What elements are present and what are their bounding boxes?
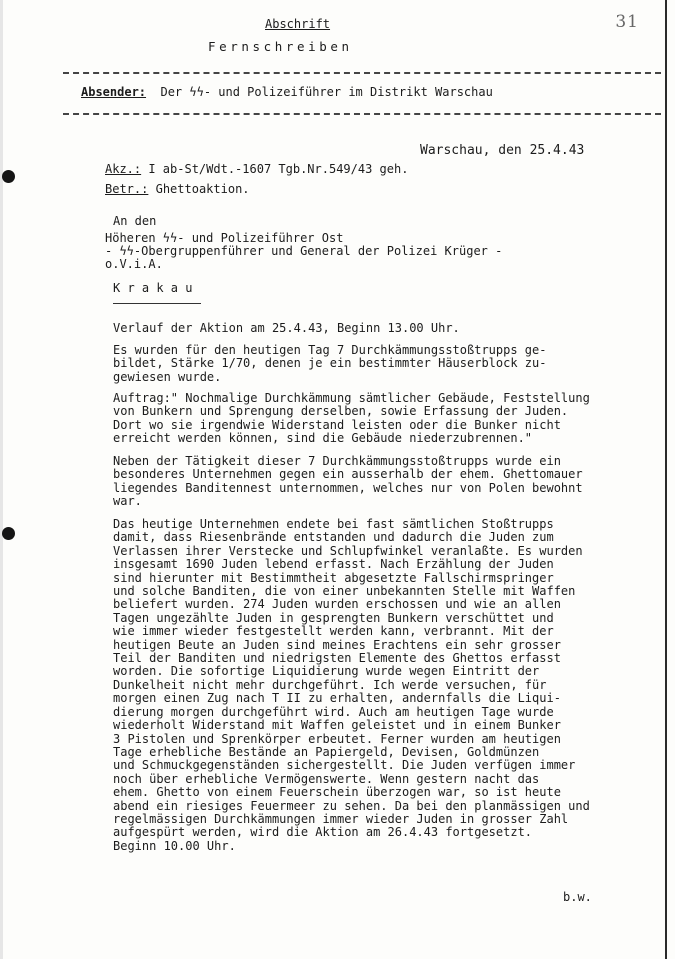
paragraph-special-operation: Neben der Tätigkeit dieser 7 Durchkämmungsstoßtrupps wurde ein besonderes Unternehmen gegen ein ausserhalb der ehem. Ghettomauer liegendes Banditennest unternommen, welches nur von Polen bewohnt war. [113, 454, 583, 509]
paragraph-start: Verlauf der Aktion am 25.4.43, Beginn 13.00 Uhr. [113, 321, 460, 335]
continued-note: b.w. [563, 890, 592, 904]
divider-top [63, 72, 661, 74]
sender-text: Der ϟϟ- und Polizeiführer im Distrikt Warschau [160, 85, 493, 99]
akz-label: Akz.: [105, 162, 142, 176]
subject-line [105, 183, 250, 196]
punch-hole-middle [2, 527, 15, 540]
paragraph-order: Auftrag:" Nochmalige Durchkämmung sämtlicher Gebäude, Feststellung von Bunkern und Sprengung derselben, sowie Erfassung der Juden. Dort wo sie irgendwie Widerstand leisten oder die Bunker nicht erreicht werden können, sind die Gebäude niederzubrennen." [113, 391, 590, 446]
recipient-line-2: Höheren ϟϟ- und Polizeiführer Ost [105, 231, 344, 245]
betr-label: Betr.: [105, 182, 149, 196]
sender-label: Absender: [81, 85, 147, 99]
document-type: Fernschreiben [208, 39, 353, 54]
akz-text: I ab-St/Wdt.-1607 Tgb.Nr.549/43 geh. [148, 162, 409, 176]
punch-hole-top [2, 170, 15, 183]
divider-bottom [63, 113, 661, 115]
copy-label: Abschrift [265, 17, 331, 31]
page-left-edge [0, 0, 3, 959]
recipient-city: K r a k a u [113, 281, 193, 295]
recipient-line-3: - ϟϟ-Obergruppenführer und General der Polizei Krüger - [105, 244, 503, 258]
place-date: Warschau, den 25.4.43 [420, 143, 585, 158]
city-underline [113, 303, 201, 304]
recipient-line-4: o.V.i.A. [105, 257, 163, 271]
paragraph-report: Das heutige Unternehmen endete bei fast sämtlichen Stoßtrupps damit, dass Riesenbrände entstanden und dadurch die Juden zum Verlassen ihrer Verstecke und Schlupfwinkel veranlaßte. Es wurden insgesamt 1690 Juden lebend erfasst. Nach Erzählung der Juden sind hierunter mit Bestimmtheit abgesetzte Fallschirmspringer und solche Banditen, die von einer unbekannten Stelle mit Waffen beliefert wurden. 274 Juden wurden erschossen und wie an allen Tagen ungezählte Juden in gesprengten Bunkern verschüttet und wie immer wieder festgestellt werden kann, verbrannt. Mit der heutigen Beute an Juden sind meines Erachtens ein sehr grosser Teil der Banditen und niedrigsten Elemente des Ghettos erfasst worden. Die sofortige Liquidierung wurde wegen Eintritt der Dunkelheit nicht mehr durchgeführt. Ich werde versuchen, für morgen einen Zug nach T II zu erhalten, andernfalls die Liqui- dierung morgen durchgeführt wird. Auch am heutigen Tage wurde wiederholt Widerstand mit Waffen geleistet und in einem Bunker 3 Pistolen und Sprenkörper erbeutet. Ferner wurden am heutigen Tage erhebliche Bestände an Papiergeld, Devisen, Goldmünzen und Schmuckgegenständen sichergestellt. Die Juden verfügen immer noch über erhebliche Vermögenswerte. Wenn gestern nacht das ehem. Ghetto von einem Feuerschein überzogen war, so ist heute abend ein riesiges Feuermeer zu sehen. Da bei den planmässigen und regelmässigen Durchkämmungen immer wieder Juden in grosser Zahl aufgespürt werden, wird die Aktion am 26.4.43 fortgesetzt. Beginn 10.00 Uhr. [113, 517, 590, 853]
betr-text: Ghettoaktion. [155, 182, 250, 196]
paragraph-troops: Es wurden für den heutigen Tag 7 Durchkämmungsstoßtrupps ge- bildet, Stärke 1/70, denen je ein bestimmter Häuserblock zu- gewiesen wurde. [113, 343, 547, 384]
sender-line [81, 85, 493, 99]
reference-line [105, 163, 408, 176]
recipient-line-1: An den [113, 214, 157, 228]
handwritten-page-number: 31 [615, 12, 639, 32]
